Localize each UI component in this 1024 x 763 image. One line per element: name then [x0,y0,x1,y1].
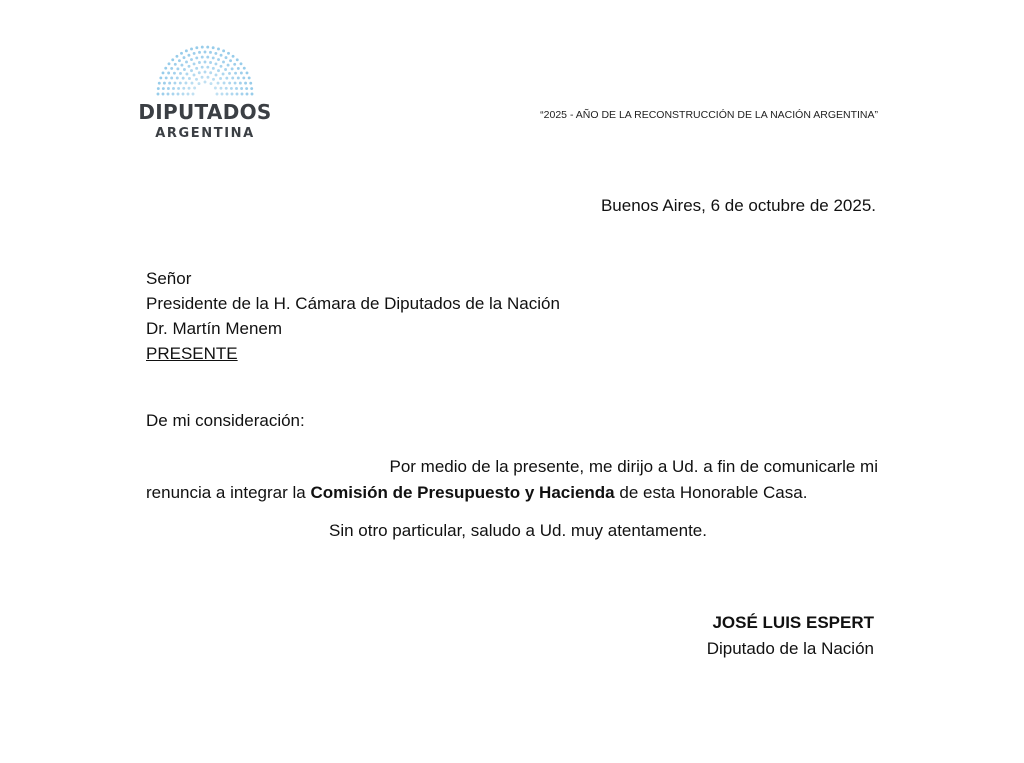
hemicycle-dot [212,67,215,70]
hemicycle-dot [230,87,233,90]
hemicycle-dot [182,87,185,90]
hemicycle-dot [222,61,225,64]
hemicycle-dot [221,93,224,96]
body-line-1: Por medio de la presente, me dirijo a Ud. a fin de comunicarle mi [389,457,878,476]
body-paragraph [146,454,878,506]
hemicycle-dot [204,61,207,64]
hemicycle-dot [185,72,188,75]
hemicycle-dot [163,82,166,85]
hemicycle-dot [228,72,231,75]
hemicycle-dot [191,82,194,85]
hemicycle-dot [250,87,253,90]
hemicycle-dot [173,72,176,75]
hemicycle-dot [209,61,212,64]
commission-name: Comisión de Presupuesto y Hacienda [310,483,615,502]
hemicycle-dot [159,76,162,79]
diputados-logo [138,44,272,144]
hemicycle-dot [217,69,220,72]
hemicycle-dot [198,61,201,64]
hemicycle-dot [212,56,215,59]
addressee-name: Dr. Martín Menem [146,319,283,338]
hemicycle-dot [214,87,217,90]
hemicycle-dot [180,64,183,67]
hemicycle-dot [217,82,220,85]
hemicycle-dot [201,66,204,69]
hemicycle-dot [187,93,190,96]
hemicycle-dot [244,82,247,85]
hemicycle-dot [167,72,170,75]
hemicycle-dot [216,93,219,96]
hemicycle-dot [210,82,213,85]
hemicycle-dot [183,56,186,59]
hemicycle-dot [206,56,209,59]
hemicycle-dot [234,82,237,85]
hemicycle-dot [235,87,238,90]
body-line-2 [146,480,878,506]
hemicycle-dot [198,82,201,85]
hemicycle-dot [180,52,183,55]
hemicycle-dot [231,93,234,96]
hemicycle-dot [248,76,251,79]
hemicycle-dot [195,78,198,81]
logo-country: ARGENTINA [155,126,255,141]
closing-line: Sin otro particular, saludo a Ud. muy atentamente. [329,521,707,540]
hemicycle-dot [198,51,201,54]
hemicycle-dot [183,68,186,71]
hemicycle-dot [201,56,204,59]
hemicycle-dot [214,62,217,65]
hemicycle-dot [212,46,215,49]
hemicycle-dot [157,87,160,90]
hemicycle-dot [195,46,198,49]
hemicycle-dot [220,65,223,68]
hemicycle-dot [227,52,230,55]
hemicycle-dot [225,87,228,90]
hemicycle-dot [195,67,198,70]
hemicycle-dot [167,87,170,90]
hemicycle-dot [173,82,176,85]
hemicycle-dot [204,71,207,74]
hemicycle-dot [172,93,175,96]
hemicycle-dot [242,76,245,79]
year-motto: “2025 - AÑO DE LA RECONSTRUCCIÓN DE LA NACIÓN ARGENTINA” [540,109,878,121]
hemicycle-dot [209,51,212,54]
signature-block [707,610,874,662]
hemicycle-dot [188,77,191,80]
hemicycle-dot [168,62,171,65]
hemicycle-dot [231,67,234,70]
greeting: De mi consideración: [146,411,305,430]
hemicycle-dot [187,54,190,57]
hemicycle-dot [245,87,248,90]
hemicycle-dot [220,87,223,90]
hemicycle-dot [162,87,165,90]
body-line-2-suffix: de esta Honorable Casa. [614,483,808,502]
date-line: Buenos Aires, 6 de octubre de 2025. [600,196,876,215]
hemicycle-dot [243,67,246,70]
hemicycle-dot [185,82,188,85]
hemicycle-dot [178,59,181,62]
hemicycle-dot [232,55,235,58]
hemicycle-dot [201,76,204,79]
hemicycle-dot [239,82,242,85]
hemicycle-dot [165,76,168,79]
hemicycle-dot [177,87,180,90]
hemicycle-dot [227,64,230,67]
addressee-position: Presidente de la H. Cámara de Diputados de la Nación [146,294,560,313]
hemicycle-dot [167,93,170,96]
hemicycle-dot [223,82,226,85]
hemicycle-dot [195,56,198,59]
hemicycle-dot [193,74,196,77]
hemicycle-dot [177,93,180,96]
hemicycle-dot [207,76,210,79]
body-line-2-prefix: renuncia a integrar la [146,483,311,502]
hemicycle-dot [185,61,188,64]
hemicycle-icon [155,44,255,96]
hemicycle-dot [162,71,165,74]
hemicycle-dot [246,71,249,74]
hemicycle-dot [172,87,175,90]
signature-name: JOSÉ LUIS ESPERT [712,613,874,632]
hemicycle-dot [240,87,243,90]
hemicycle-dot [162,93,165,96]
hemicycle-dot [236,93,239,96]
hemicycle-dot [157,93,160,96]
hemicycle-dot [233,63,236,66]
hemicycle-dot [222,72,225,75]
hemicycle-dot [225,77,228,80]
hemicycle-dot [231,77,234,80]
hemicycle-dot [179,72,182,75]
hemicycle-dot [206,46,209,49]
hemicycle-dot [170,67,173,70]
hemicycle-dot [224,68,227,71]
hemicycle-dot [192,93,195,96]
hemicycle-dot [201,46,204,49]
hemicycle-dot [164,67,167,70]
hemicycle-dot [193,87,196,90]
addressee-block [146,266,560,366]
hemicycle-dot [229,59,232,62]
hemicycle-dot [246,93,249,96]
hemicycle-dot [188,87,191,90]
hemicycle-dot [240,62,243,65]
hemicycle-dot [212,78,215,81]
hemicycle-dot [228,82,231,85]
hemicycle-dot [174,63,177,66]
hemicycle-dot [190,58,193,61]
hemicycle-dot [226,93,229,96]
hemicycle-dot [204,51,207,54]
addressee-presente: PRESENTE [146,344,238,363]
hemicycle-dot [240,72,243,75]
hemicycle-dot [182,93,185,96]
hemicycle-dot [198,71,201,74]
hemicycle-dot [209,71,212,74]
hemicycle-dot [206,66,209,69]
hemicycle-dot [188,65,191,68]
hemicycle-dot [220,54,223,57]
hemicycle-dot [190,48,193,51]
hemicycle-dot [175,55,178,58]
hemicycle-dot [193,62,196,65]
hemicycle-dot [176,77,179,80]
hemicycle-dot [193,52,196,55]
hemicycle-dot [251,93,254,96]
hemicycle-dot [249,82,252,85]
hemicycle-dot [204,81,207,84]
hemicycle-dot [237,77,240,80]
hemicycle-dot [168,82,171,85]
addressee-salutation: Señor [146,269,192,288]
hemicycle-dot [185,49,188,52]
hemicycle-dot [225,56,228,59]
hemicycle-dot [236,58,239,61]
hemicycle-dot [237,67,240,70]
hemicycle-dot [182,77,185,80]
hemicycle-dot [190,69,193,72]
hemicycle-dot [241,93,244,96]
hemicycle-dot [215,74,218,77]
signature-title: Diputado de la Nación [706,639,874,658]
hemicycle-dot [219,77,222,80]
logo-name: DIPUTADOS [138,100,272,124]
hemicycle-dot [179,82,182,85]
hemicycle-dot [234,72,237,75]
hemicycle-dot [214,52,217,55]
hemicycle-dot [217,48,220,51]
hemicycle-dot [176,67,179,70]
hemicycle-dot [170,77,173,80]
hemicycle-dot [158,82,161,85]
hemicycle-dot [222,49,225,52]
hemicycle-dot [217,58,220,61]
hemicycle-dot [171,58,174,61]
